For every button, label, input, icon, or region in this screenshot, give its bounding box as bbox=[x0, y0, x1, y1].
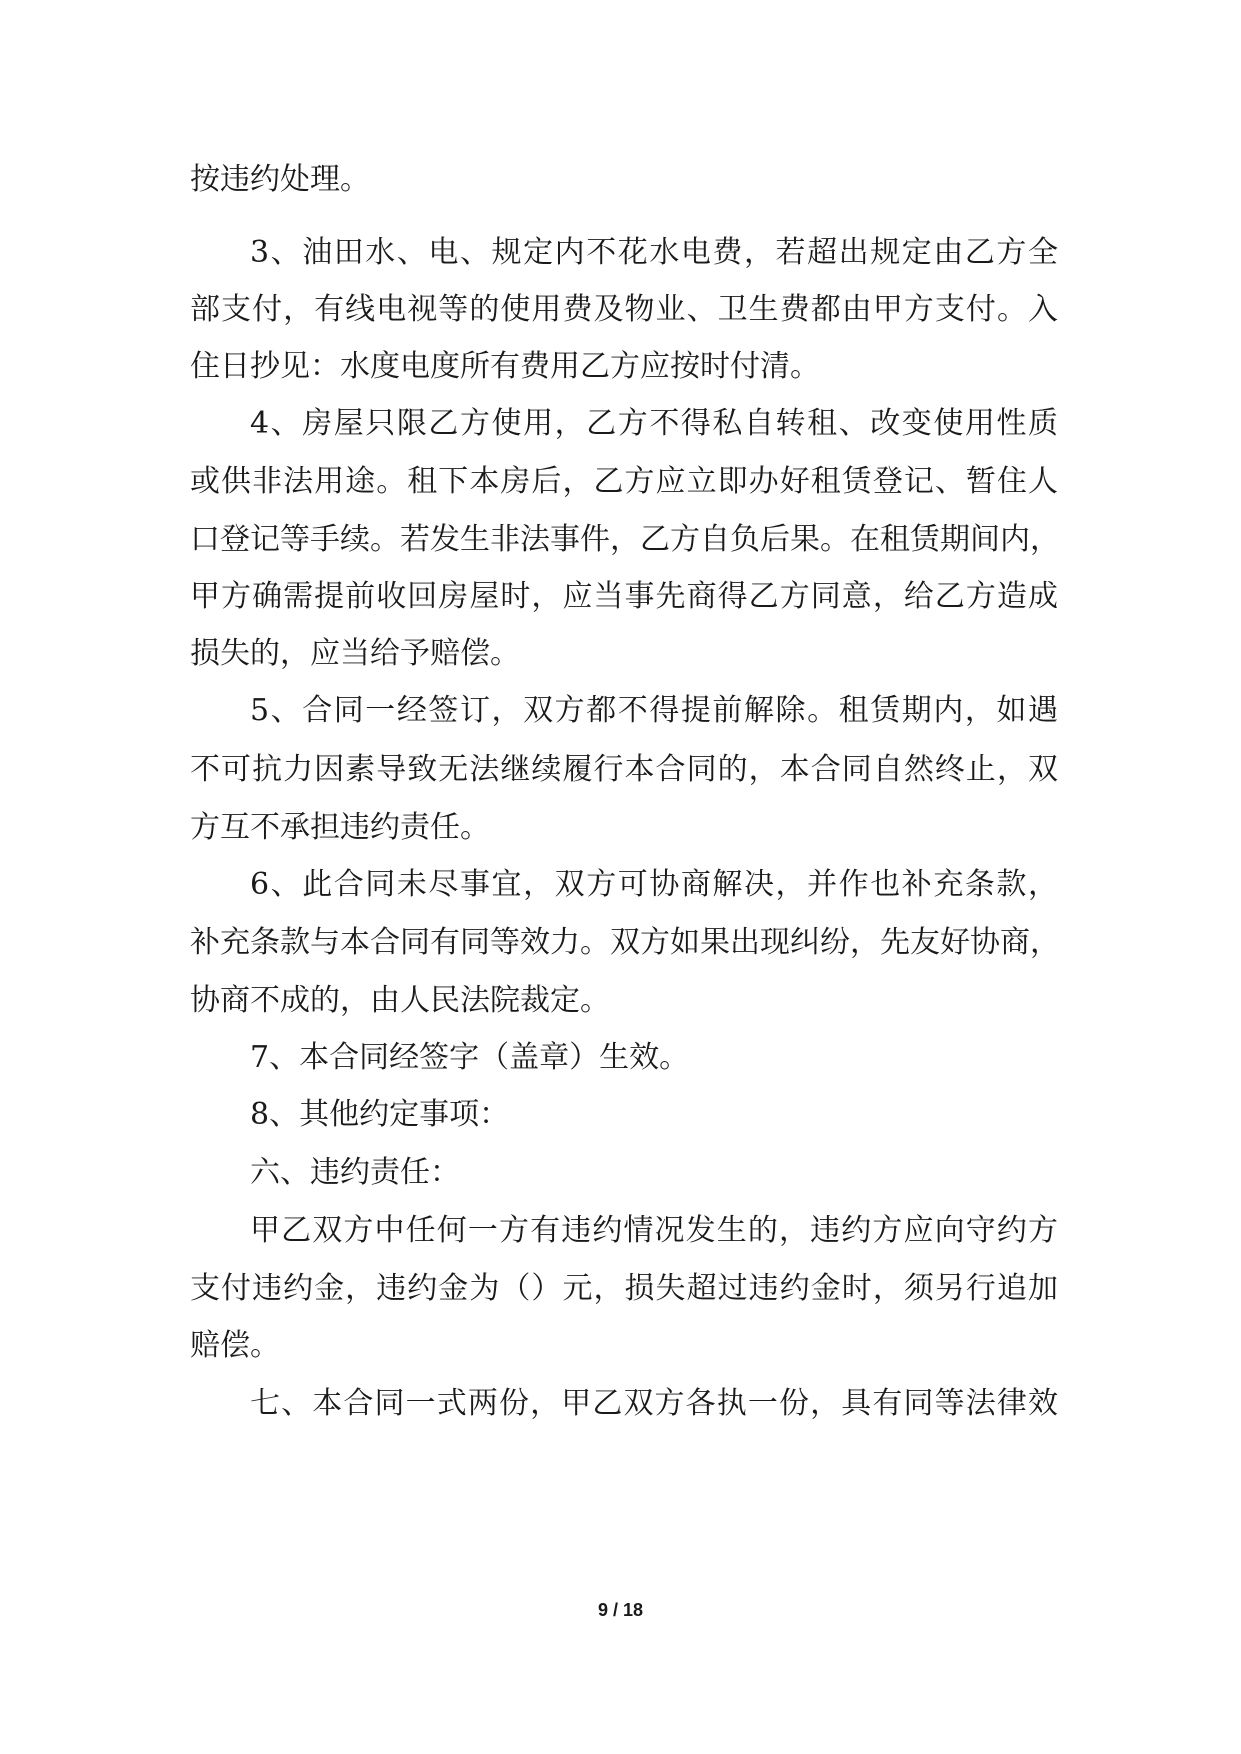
page-number: 9 / 18 bbox=[597, 1600, 644, 1620]
text-line: 3、油田水、电、规定内不花水电费，若超出规定由乙方全 bbox=[250, 235, 1058, 270]
text-line: 5、合同一经签订，双方都不得提前解除。租赁期内，如遇 bbox=[250, 693, 1058, 728]
text-line: 赔偿。 bbox=[190, 1328, 280, 1363]
text-line: 甲方确需提前收回房屋时，应当事先商得乙方同意，给乙方造成 bbox=[190, 579, 1058, 614]
text-line: 损失的，应当给予赔偿。 bbox=[190, 636, 520, 671]
text-line: 甲乙双方中任何一方有违约情况发生的，违约方应向守约方 bbox=[250, 1213, 1058, 1248]
text-line: 不可抗力因素导致无法继续履行本合同的，本合同自然终止，双 bbox=[190, 752, 1058, 787]
text-line: 支付违约金，违约金为（）元，损失超过违约金时，须另行追加 bbox=[190, 1271, 1058, 1306]
text-line: 或供非法用途。租下本房后，乙方应立即办好租赁登记、暂住人 bbox=[190, 464, 1058, 499]
text-line: 口登记等手续。若发生非法事件，乙方自负后果。在租赁期间内， bbox=[190, 522, 1060, 557]
text-line: 6、此合同未尽事宜，双方可协商解决，并作也补充条款， bbox=[250, 867, 1058, 902]
text-line: 方互不承担违约责任。 bbox=[190, 810, 490, 845]
text-line: 七、本合同一式两份，甲乙双方各执一份，具有同等法律效 bbox=[250, 1386, 1058, 1421]
text-line: 8、其他约定事项： bbox=[250, 1097, 510, 1132]
text-line: 按违约处理。 bbox=[190, 162, 370, 197]
text-line: 补充条款与本合同有同等效力。双方如果出现纠纷，先友好协商， bbox=[190, 925, 1060, 960]
text-line: 协商不成的，由人民法院裁定。 bbox=[190, 983, 610, 1018]
text-line: 4、房屋只限乙方使用，乙方不得私自转租、改变使用性质 bbox=[250, 406, 1058, 441]
section-heading: 六、违约责任： bbox=[250, 1155, 460, 1190]
text-line: 7、本合同经签字（盖章）生效。 bbox=[250, 1040, 690, 1075]
text-line: 住日抄见：水度电度所有费用乙方应按时付清。 bbox=[190, 349, 820, 384]
text-line: 部支付，有线电视等的使用费及物业、卫生费都由甲方支付。入 bbox=[190, 292, 1058, 327]
